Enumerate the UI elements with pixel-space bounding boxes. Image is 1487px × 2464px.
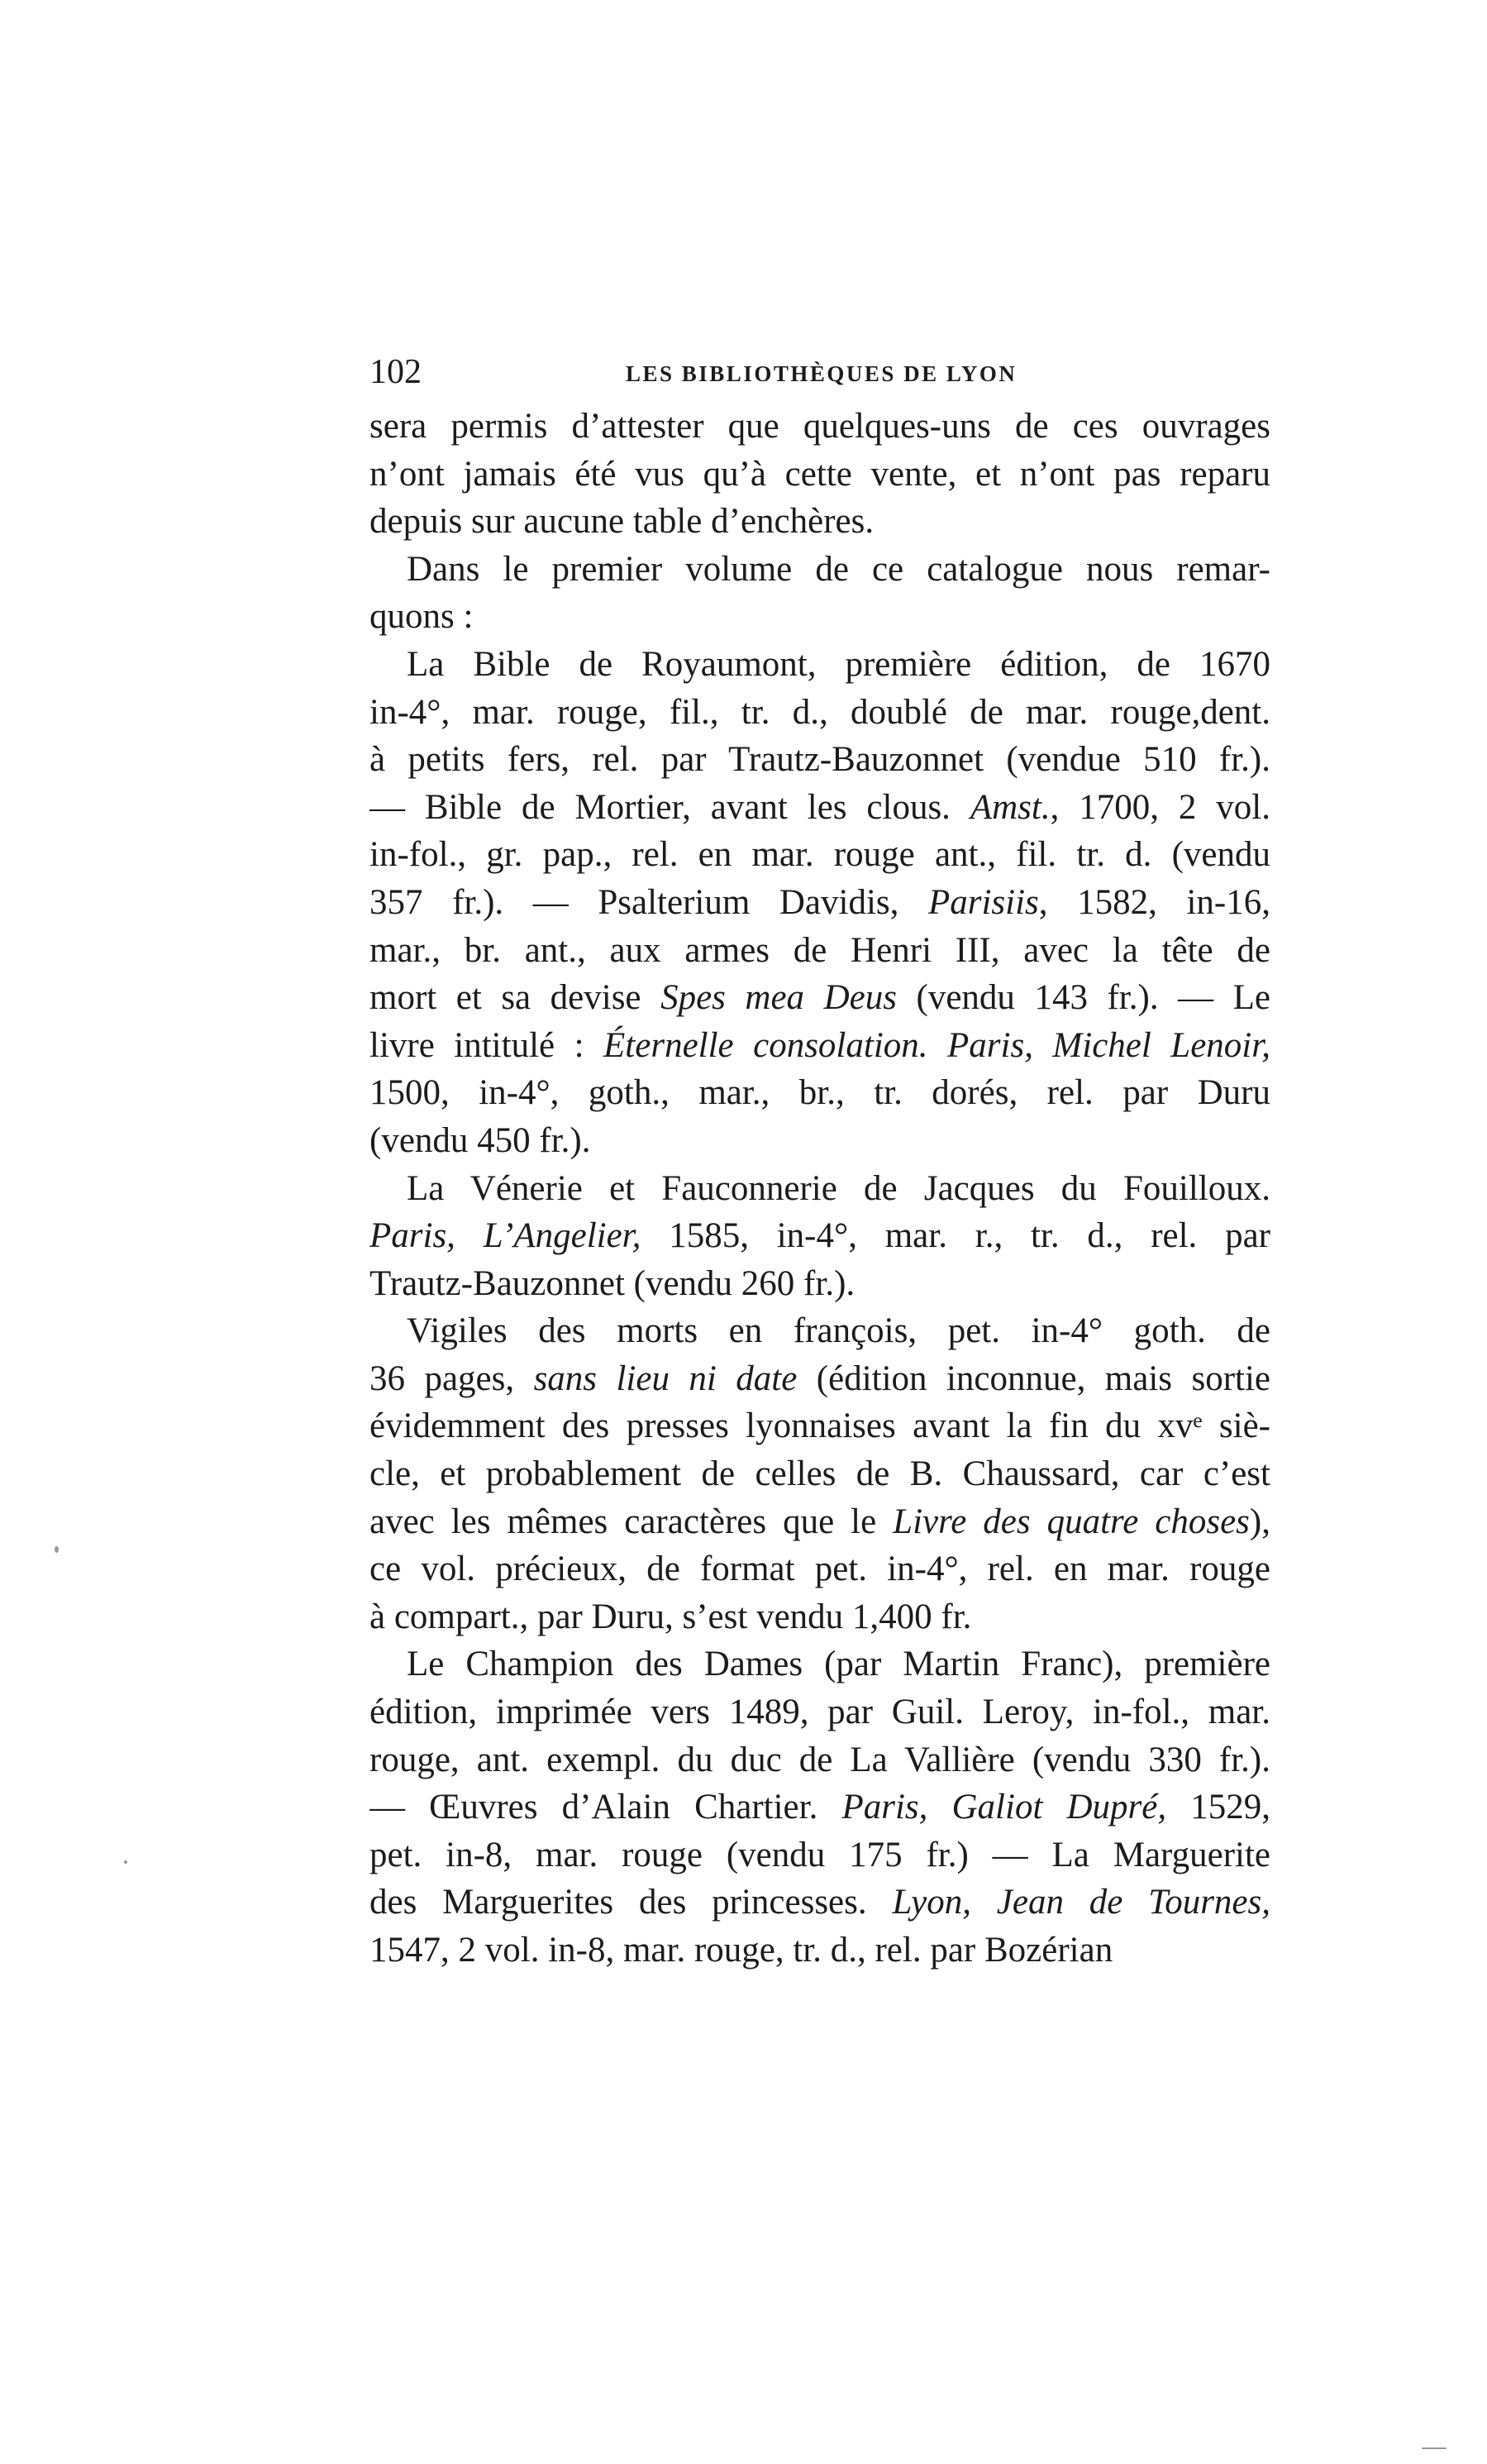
text-segment: cle, et probablement de celles de B. Chaussard, car c’est <box>369 1454 1270 1494</box>
text-line <box>369 403 1270 451</box>
text-segment: 357 fr.). — Psalterium Davidis, <box>369 882 928 922</box>
text-line <box>369 1784 1270 1831</box>
text-segment: ce vol. précieux, de format pet. in-4°, rel. en mar. rouge <box>369 1550 1270 1589</box>
text-segment: , 1700, 2 vol. <box>1050 787 1270 827</box>
text-line <box>369 974 1270 1022</box>
text-line <box>369 1117 1270 1165</box>
text-segment: in-4°, mar. rouge, fil., tr. d., doublé de mar. rouge,dent. <box>369 692 1270 732</box>
text-line <box>369 593 1270 641</box>
text-line <box>369 1165 1270 1213</box>
text-segment: (vendu 143 fr.). — Le <box>896 978 1270 1018</box>
text-segment: à petits fers, rel. par Trautz-Bauzonnet (vendue 510 fr.). <box>369 740 1270 780</box>
italic-text: Éternelle consolation. Paris, Michel Lenoir, <box>603 1025 1270 1065</box>
text-segment: (vendu 450 fr.). <box>369 1120 591 1160</box>
text-segment: La Bible de Royaumont, première édition, de 1670 <box>407 644 1270 684</box>
text-segment: 1500, in-4°, goth., mar., br., tr. dorés, rel. par Duru <box>369 1073 1270 1113</box>
text-segment: évidemment des presses lyonnaises avant la fin du xvᵉ siè- <box>369 1406 1270 1446</box>
text-segment: Le Champion des Dames (par Martin Franc), première <box>407 1645 1270 1684</box>
text-line <box>369 1402 1270 1450</box>
text-segment: 1529, <box>1166 1788 1270 1827</box>
text-line <box>369 879 1270 927</box>
text-line <box>369 736 1270 784</box>
text-line <box>369 546 1270 594</box>
text-line <box>369 831 1270 879</box>
text-segment: ), <box>1249 1502 1270 1541</box>
text-line <box>369 1879 1270 1927</box>
text-line <box>369 1640 1270 1688</box>
text-line <box>369 1593 1270 1641</box>
scan-speck <box>1422 2447 1446 2449</box>
text-segment: rouge, ant. exempl. du duc de La Vallière (vendu 330 fr.). <box>369 1740 1270 1779</box>
running-title: LES BIBLIOTHÈQUES DE LYON <box>626 361 1018 386</box>
text-segment: n’ont jamais été vus qu’à cette vente, et n’ont pas reparu <box>369 454 1270 494</box>
text-line <box>369 498 1270 546</box>
italic-text: Paris, L’Angelier, <box>369 1216 641 1256</box>
text-line <box>369 1450 1270 1498</box>
text-line <box>369 1307 1270 1355</box>
text-segment: Trautz-Bauzonnet (vendu 260 fr.). <box>369 1263 856 1303</box>
text-segment: des Marguerites des princesses. <box>369 1883 893 1922</box>
text-segment: livre intitulé : <box>369 1025 604 1065</box>
text-line <box>369 1688 1270 1736</box>
text-segment: — Bible de Mortier, avant les clous. <box>369 787 970 827</box>
scan-speck <box>55 1546 59 1553</box>
text-line <box>369 451 1270 499</box>
text-segment: 1585, in-4°, mar. r., tr. d., rel. par <box>641 1216 1270 1256</box>
text-segment: 1547, 2 vol. in-8, mar. rouge, tr. d., rel. par Bozérian <box>369 1931 1113 1970</box>
text-line <box>369 1831 1270 1879</box>
text-line <box>369 1260 1270 1308</box>
text-segment: depuis sur aucune table d’enchères. <box>369 502 875 542</box>
text-segment: 36 pages, <box>369 1359 534 1398</box>
body-text <box>369 403 1270 1975</box>
text-line <box>369 784 1270 832</box>
text-line <box>369 927 1270 975</box>
text-segment: Dans le premier volume de ce catalogue nous remar- <box>407 549 1270 589</box>
text-line <box>369 1927 1270 1975</box>
italic-text: Spes mea Deus <box>660 978 897 1018</box>
text-line <box>369 1355 1270 1403</box>
text-segment: quons : <box>369 597 474 637</box>
text-line <box>369 641 1270 689</box>
text-line <box>369 1022 1270 1070</box>
text-segment: avec les mêmes caractères que le <box>369 1502 894 1541</box>
text-segment: (édition inconnue, mais sortie <box>797 1359 1270 1398</box>
running-head <box>369 347 1270 397</box>
text-segment: in-fol., gr. pap., rel. en mar. rouge ant., fil. tr. d. (vendu <box>369 835 1270 875</box>
italic-text: sans lieu ni date <box>533 1359 798 1398</box>
text-line <box>369 1545 1270 1593</box>
italic-text: Amst. <box>970 787 1051 827</box>
text-segment: pet. in-8, mar. rouge (vendu 175 fr.) — La Marguerite <box>369 1835 1270 1874</box>
text-segment: mort et sa devise <box>369 978 661 1018</box>
text-line <box>369 689 1270 737</box>
text-segment: à compart., par Duru, s’est vendu 1,400 fr. <box>369 1597 972 1636</box>
text-segment: La Vénerie et Fauconnerie de Jacques du Fouilloux. <box>407 1168 1270 1208</box>
text-line <box>369 1736 1270 1784</box>
text-segment: , 1582, in-16, <box>1038 882 1270 922</box>
text-line <box>369 1069 1270 1117</box>
scan-speck <box>124 1860 127 1864</box>
text-segment: — Œuvres d’Alain Chartier. <box>369 1788 842 1827</box>
text-line <box>369 1498 1270 1546</box>
text-segment: mar., br. ant., aux armes de Henri III, avec la tête de <box>369 930 1270 970</box>
text-segment: Vigiles des morts en françois, pet. in-4° goth. de <box>407 1311 1270 1351</box>
text-segment: édition, imprimée vers 1489, par Guil. Leroy, in-fol., mar. <box>369 1693 1270 1732</box>
italic-text: Lyon, Jean de Tournes, <box>892 1883 1270 1922</box>
italic-text: Parisiis <box>927 882 1039 922</box>
italic-text: Livre des quatre choses <box>893 1502 1250 1541</box>
page-number: 102 <box>369 353 422 391</box>
italic-text: Paris, Galiot Dupré, <box>841 1788 1167 1827</box>
text-segment: sera permis d’attester que quelques-uns de ces ouvrages <box>369 407 1270 446</box>
text-line <box>369 1212 1270 1260</box>
